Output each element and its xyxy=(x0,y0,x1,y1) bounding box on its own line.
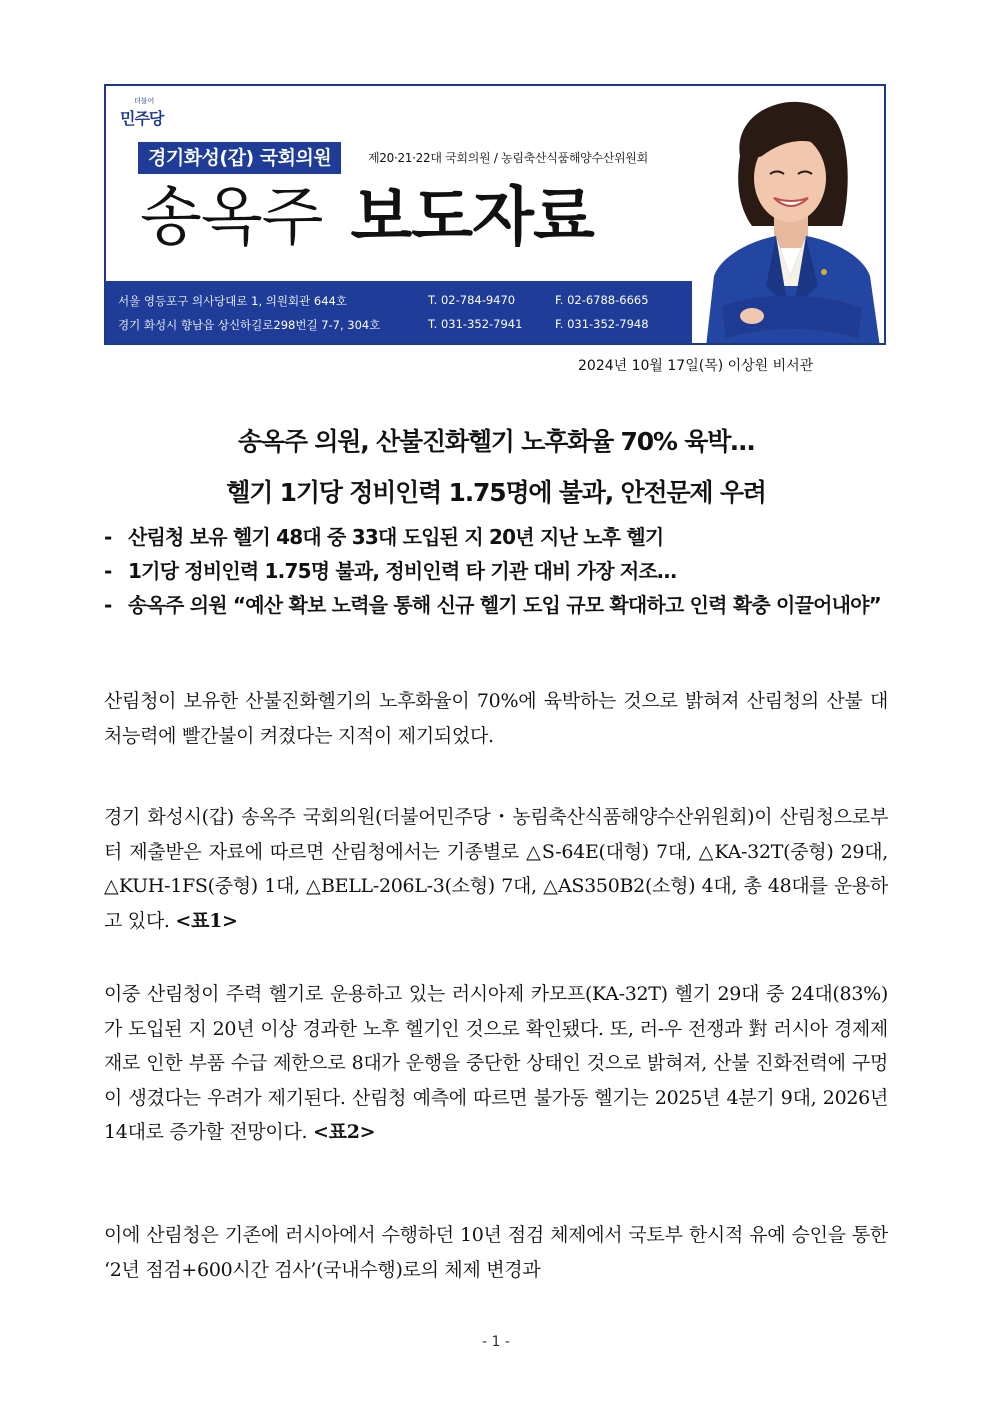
local-tel: T. 031-352-7941 xyxy=(428,317,523,331)
press-release-label: 보도자료 xyxy=(350,181,594,255)
table-1-reference: <표1> xyxy=(175,909,238,932)
local-address: 경기 화성시 향남읍 상신하길로298번길 7-7, 304호 xyxy=(118,318,381,332)
table-2-reference: <표2> xyxy=(313,1121,376,1143)
summary-bullet xyxy=(104,520,894,554)
page-number: - 1 - xyxy=(482,1334,510,1350)
member-portrait-photo xyxy=(692,86,886,345)
press-release-header xyxy=(104,84,886,345)
headline-line-1: 송옥주 의원, 산불진화헬기 노후화율 70% 육박… xyxy=(237,427,754,456)
release-date-line: 2024년 10월 17일(목) 이상원 비서관 xyxy=(578,358,814,374)
bullet-text: 산림청 보유 헬기 48대 중 33대 도입된 지 20년 지난 노후 헬기 xyxy=(128,525,664,549)
seoul-address: 서울 영등포구 의사당대로 1, 의원회관 644호 xyxy=(118,294,347,308)
bullet-dash: - xyxy=(104,593,112,617)
summary-bullets xyxy=(104,520,894,622)
bullet-text: 송옥주 의원 “예산 확보 노력을 통해 신규 헬기 도입 규모 확대하고 인력 확충 이끌어내야” xyxy=(128,593,882,617)
party-logo xyxy=(120,94,180,132)
summary-bullet xyxy=(104,554,894,588)
bullet-text: 1기당 정비인력 1.75명 불과, 정비인력 타 기관 대비 가장 저조… xyxy=(128,559,677,583)
seoul-fax: F. 02-6788-6665 xyxy=(555,293,649,307)
party-logo-small-text: 더불어 xyxy=(134,97,155,105)
paragraph-2-text: 경기 화성시(갑) 송옥주 국회의원(더불어민주당・농림축산식품해양수산위원회)이 산림청으로부터 제출받은 자료에 따르면 산림청에서는 기종별로 △S-64E(대형) 7대, △KA-32T(중형) 29대, △KUH-1FS(중형) 1대, △BELL-206L-3(소형) 7대, △AS350B2(소형) 4대, 총 48대를 운용하고 있다. xyxy=(104,806,888,932)
press-title xyxy=(140,178,594,258)
contact-band xyxy=(106,281,692,345)
body-paragraph-1: 산림청이 보유한 산불진화헬기의 노후화율이 70%에 육박하는 것으로 밝혀져 산림청의 산불 대처능력에 빨간불이 켜졌다는 지적이 제기되었다. xyxy=(104,690,888,747)
bullet-dash: - xyxy=(104,525,112,549)
member-title: 경기화성(갑) 국회의원 xyxy=(138,142,341,174)
member-subtitle: 제20·21·22대 국회의원 / 농림축산식품해양수산위원회 xyxy=(368,151,648,165)
headline-line-2: 헬기 1기당 정비인력 1.75명에 불과, 안전문제 우려 xyxy=(226,478,766,507)
body-paragraph-2 xyxy=(104,800,888,938)
body-paragraph-4: 이에 산림청은 기존에 러시아에서 수행하던 10년 점검 체제에서 국토부 한시적 유예 승인을 통한 ‘2년 점검+600시간 검사’(국내수행)로의 체제 변경과 xyxy=(104,1224,888,1281)
summary-bullet xyxy=(104,588,894,622)
bullet-dash: - xyxy=(104,559,112,583)
local-fax: F. 031-352-7948 xyxy=(555,317,649,331)
party-logo-text: 민주당 xyxy=(120,109,164,128)
body-paragraph-3 xyxy=(104,977,888,1150)
seoul-tel: T. 02-784-9470 xyxy=(428,293,516,307)
member-name: 송옥주 xyxy=(140,181,323,255)
paragraph-3-text: 이중 산림청이 주력 헬기로 운용하고 있는 러시아제 카모프(KA-32T) 헬기 29대 중 24대(83%)가 도입된 지 20년 이상 경과한 노후 헬기인 것으로 확인됐다. 또, 러-우 전쟁과 對 러시아 경제제재로 인한 부품 수급 제한으로 8대가 운행을 중단한 상태인 것으로 밝혀져, 산불 진화전력에 구멍이 생겼다는 우려가 제기된다. 산림청 예측에 따르면 불가동 헬기는 2025년 4분기 9대, 2026년 14대로 증가할 전망이다. xyxy=(104,983,888,1143)
